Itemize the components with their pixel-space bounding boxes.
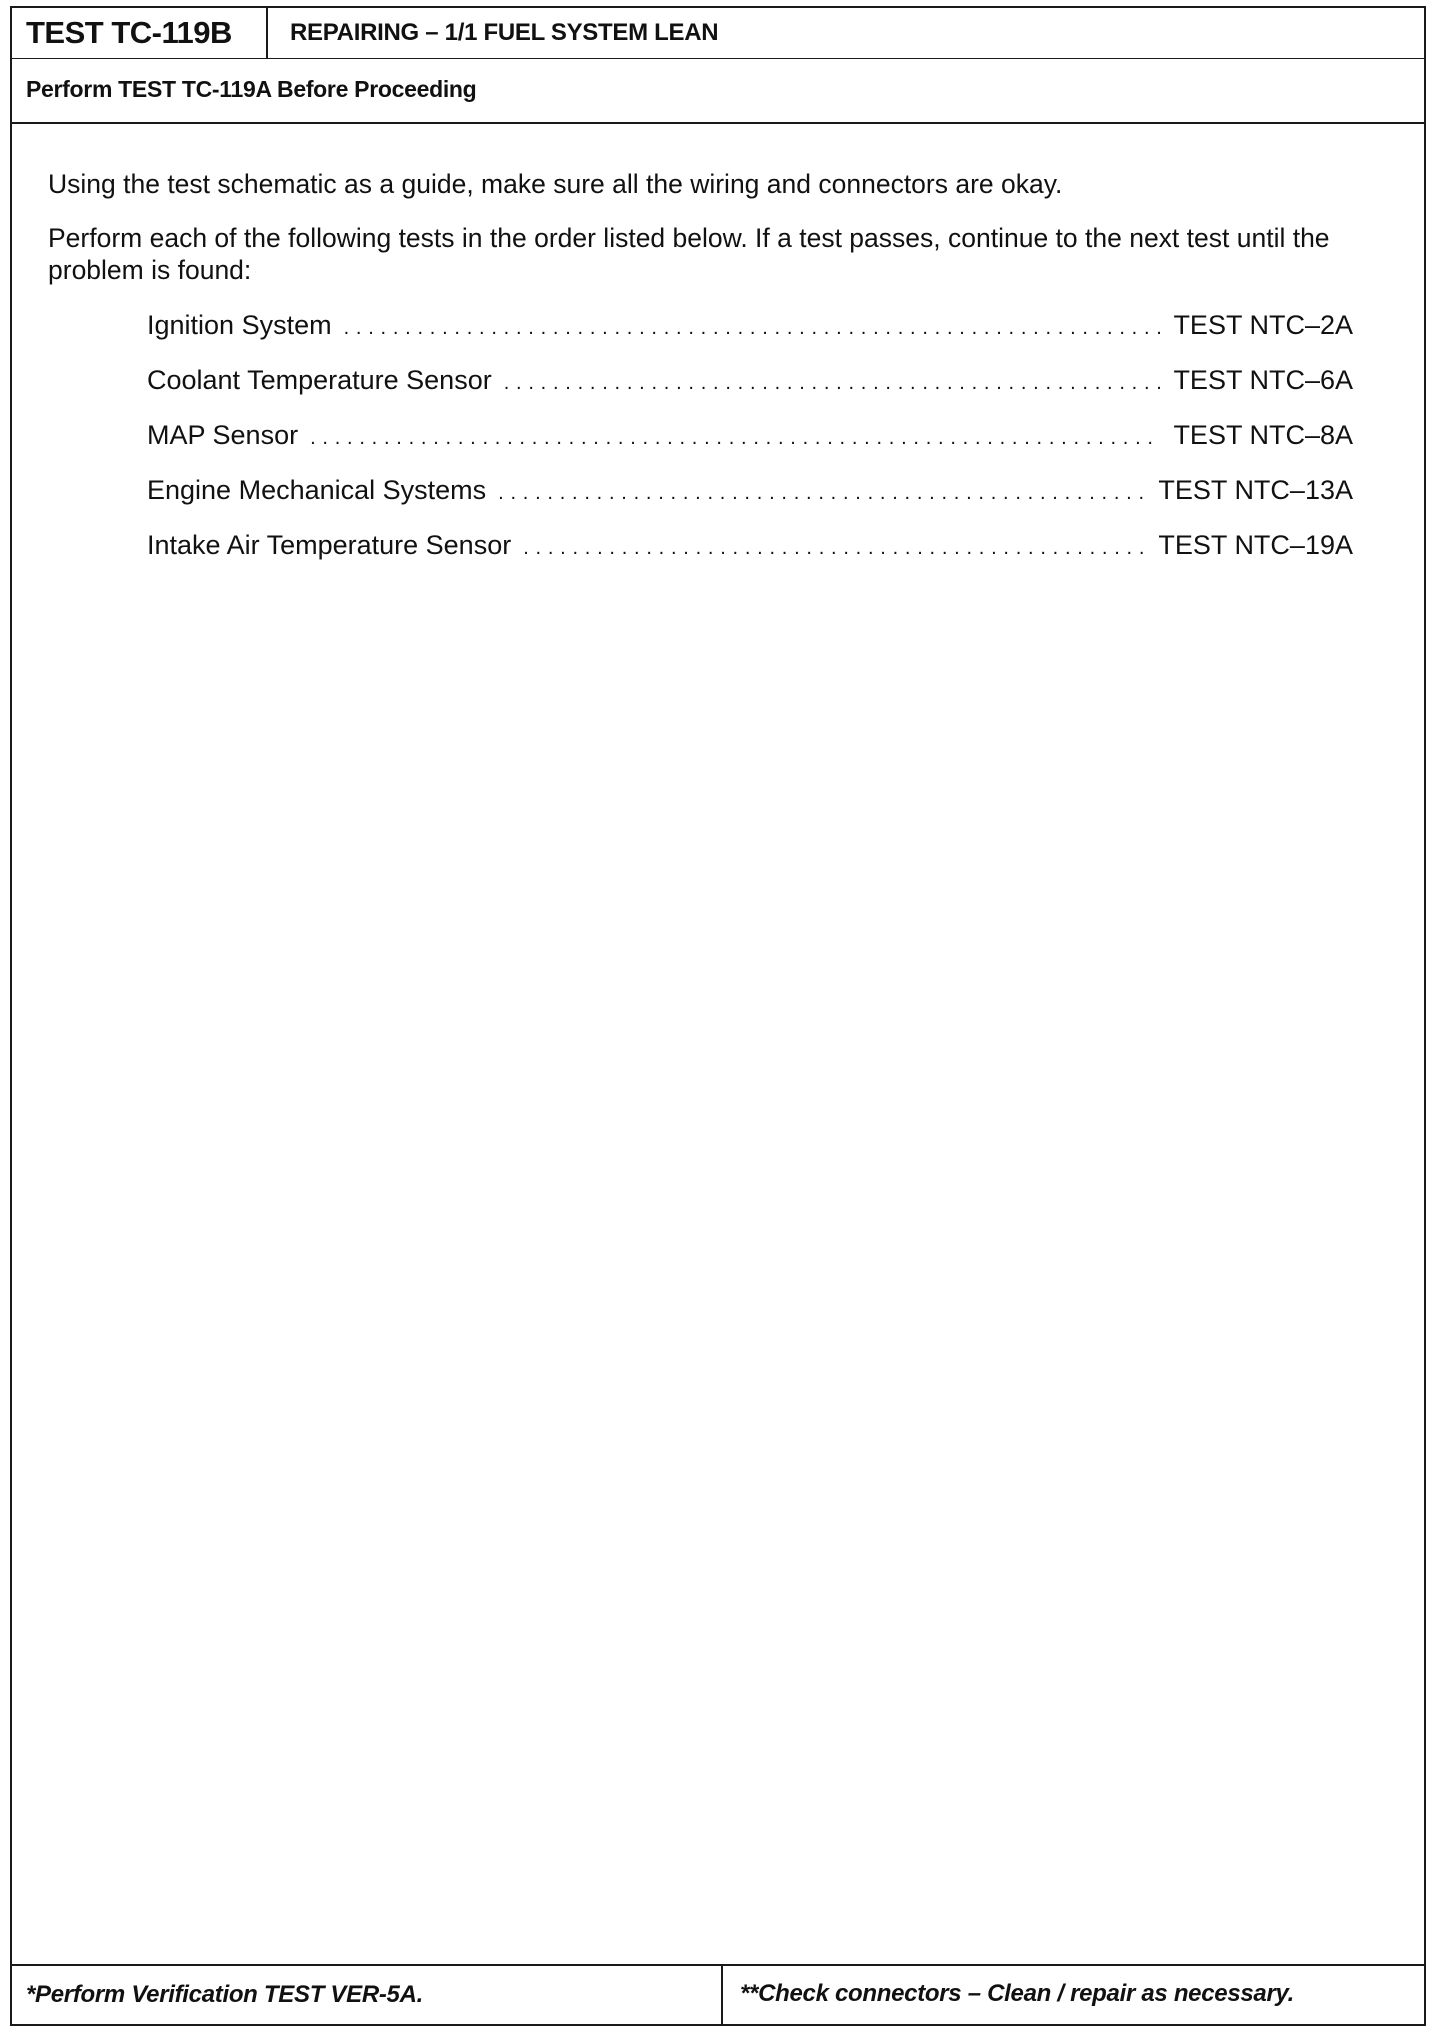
dot-leader: [344, 317, 1162, 340]
body-content: [48, 168, 1373, 308]
dot-leader: [498, 482, 1146, 505]
test-name: Ignition System: [147, 310, 332, 340]
procedure-page-frame: [10, 6, 1426, 2026]
footer-connector-note: **Check connectors – Clean / repair as necessary.: [740, 1980, 1295, 2007]
footer-verification-note: *Perform Verification TEST VER-5A.: [12, 1966, 723, 2024]
paragraph-test-order: Perform each of the following tests in the order listed below. If a test passes, continue to the next test until the problem is found:: [48, 223, 1330, 285]
dot-leader: [504, 372, 1162, 395]
test-id: TEST TC-119B: [12, 8, 268, 58]
prerequisite-text: Perform TEST TC-119A Before Proceeding: [26, 76, 477, 102]
test-name: Intake Air Temperature Sensor: [147, 530, 512, 560]
test-reference: TEST NTC–8A: [1173, 420, 1353, 450]
prerequisite-row: [12, 58, 1424, 124]
test-list-item: [147, 475, 1353, 530]
test-title: REPAIRING – 1/1 FUEL SYSTEM LEAN: [290, 19, 719, 46]
test-list-item: [147, 530, 1353, 585]
paragraph-wiring-check: Using the test schematic as a guide, make sure all the wiring and connectors are okay.: [48, 169, 1063, 199]
dot-leader: [523, 537, 1146, 560]
test-reference: TEST NTC–19A: [1158, 530, 1353, 560]
footer-row: [12, 1964, 1424, 2024]
dot-leader: [310, 427, 1161, 450]
test-list-item: [147, 310, 1353, 365]
test-list: [147, 310, 1353, 585]
test-reference: TEST NTC–13A: [1158, 475, 1353, 505]
test-name: MAP Sensor: [147, 420, 299, 450]
test-name: Engine Mechanical Systems: [147, 475, 487, 505]
test-list-item: [147, 365, 1353, 420]
test-reference: TEST NTC–2A: [1173, 310, 1353, 340]
test-reference: TEST NTC–6A: [1173, 365, 1353, 395]
header-row: [12, 8, 1424, 59]
test-list-item: [147, 420, 1353, 475]
test-name: Coolant Temperature Sensor: [147, 365, 492, 395]
